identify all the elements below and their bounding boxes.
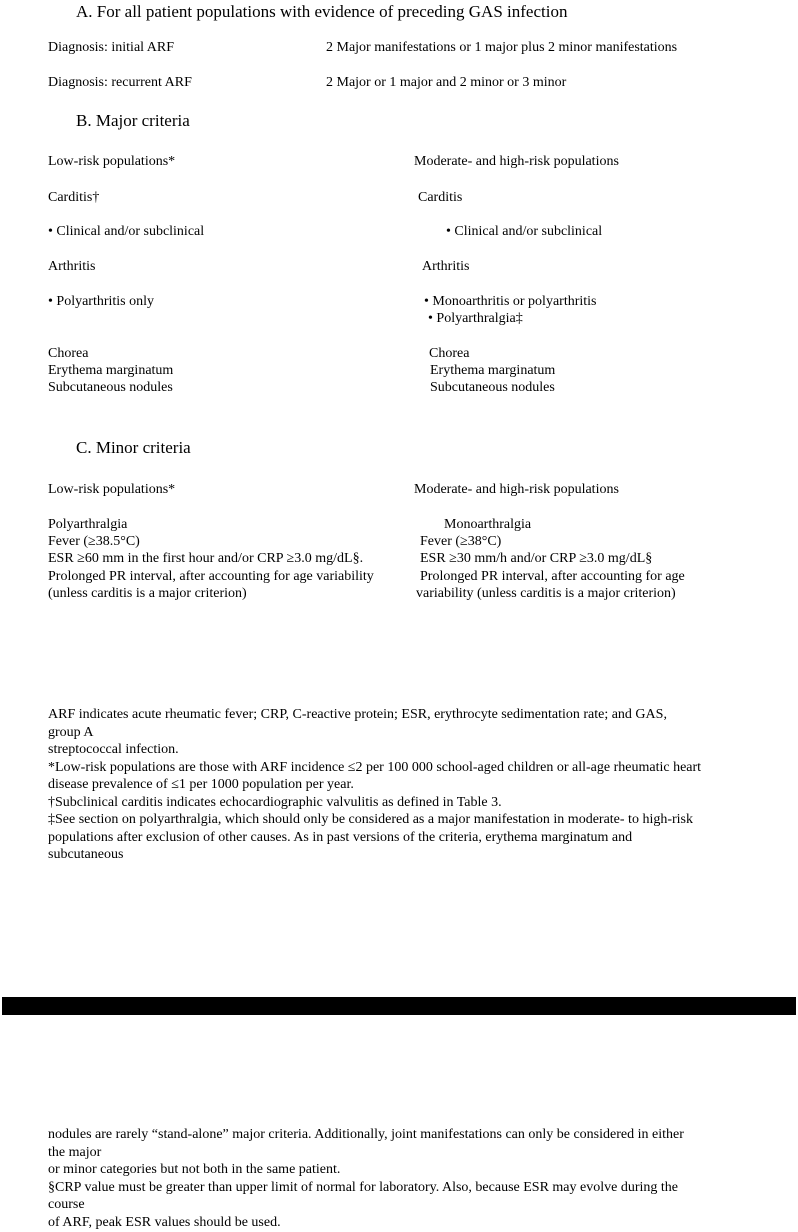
minor-low-line-5: (unless carditis is a major criterion) bbox=[48, 586, 247, 601]
initial-arf-value: 2 Major manifestations or 1 major plus 2 minor manifestations bbox=[326, 40, 678, 55]
footnote-line: §CRP value must be greater than upper limit of normal for laboratory. Also, because ESR may evolve during the bbox=[48, 1179, 678, 1195]
major-high-chorea: Chorea bbox=[429, 346, 470, 361]
minor-low-risk-header: Low-risk populations* bbox=[48, 482, 176, 497]
footnote-line: nodules are rarely “stand-alone” major criteria. Additionally, joint manifestations can only be considered in either bbox=[48, 1127, 684, 1142]
footnote-line: populations after exclusion of other causes. As in past versions of the criteria, erythema marginatum and bbox=[48, 829, 633, 845]
minor-high-line-1: Monoarthralgia bbox=[444, 517, 532, 532]
major-low-erythema: Erythema marginatum bbox=[48, 363, 174, 378]
footnote-line: the major bbox=[48, 1144, 102, 1160]
footnote-line: ARF indicates acute rheumatic fever; CRP, C-reactive protein; ESR, erythrocyte sedimentation rate; and GAS, bbox=[48, 707, 667, 722]
footnote-line: or minor categories but not both in the same patient. bbox=[48, 1162, 341, 1177]
minor-high-line-4: Prolonged PR interval, after accounting for age bbox=[420, 569, 685, 584]
minor-low-line-3: ESR ≥60 mm in the first hour and/or CRP ≥3.0 mg/dL§. bbox=[48, 551, 364, 566]
footnote-line: group A bbox=[48, 724, 94, 740]
major-high-nodules: Subcutaneous nodules bbox=[430, 380, 555, 395]
major-low-arthritis: Arthritis bbox=[48, 259, 96, 274]
page-break-bar bbox=[2, 997, 796, 1015]
major-high-arthritis: Arthritis bbox=[422, 259, 470, 274]
minor-high-risk-header: Moderate- and high-risk populations bbox=[414, 482, 619, 497]
minor-high-line-3: ESR ≥30 mm/h and/or CRP ≥3.0 mg/dL§ bbox=[420, 551, 653, 566]
recurrent-arf-label: Diagnosis: recurrent ARF bbox=[48, 75, 192, 90]
footnote-line: streptococcal infection. bbox=[48, 742, 179, 757]
major-low-nodules: Subcutaneous nodules bbox=[48, 380, 173, 395]
major-high-carditis-item: • Clinical and/or subclinical bbox=[446, 224, 603, 239]
major-low-carditis-item: • Clinical and/or subclinical bbox=[48, 224, 205, 239]
major-high-risk-header: Moderate- and high-risk populations bbox=[414, 154, 619, 169]
recurrent-arf-value: 2 Major or 1 major and 2 minor or 3 minor bbox=[326, 75, 567, 90]
minor-high-line-2: Fever (≥38°C) bbox=[420, 534, 502, 549]
major-high-carditis: Carditis bbox=[418, 190, 463, 205]
footnote-line: course bbox=[48, 1197, 85, 1212]
major-low-carditis: Carditis† bbox=[48, 190, 100, 205]
footnotes-top bbox=[48, 706, 760, 864]
footnote-line: subcutaneous bbox=[48, 847, 124, 862]
minor-high-line-5: variability (unless carditis is a major criterion) bbox=[416, 586, 676, 601]
major-low-chorea: Chorea bbox=[48, 346, 89, 361]
minor-low-line-1: Polyarthralgia bbox=[48, 517, 128, 532]
footnote-line: of ARF, peak ESR values should be used. bbox=[48, 1214, 281, 1230]
initial-arf-label: Diagnosis: initial ARF bbox=[48, 40, 175, 55]
major-high-arthritis-item-2: • Polyarthralgia‡ bbox=[428, 311, 523, 326]
major-low-arthritis-item: • Polyarthritis only bbox=[48, 294, 155, 309]
section-a-heading: A. For all patient populations with evidence of preceding GAS infection bbox=[76, 2, 568, 21]
footnote-line: †Subclinical carditis indicates echocardiographic valvulitis as defined in Table 3. bbox=[48, 794, 502, 810]
footnote-line: *Low-risk populations are those with ARF incidence ≤2 per 100 000 school-aged children or all-age rheumatic heart bbox=[48, 759, 702, 775]
minor-low-line-4: Prolonged PR interval, after accounting for age variability bbox=[48, 569, 374, 584]
footnote-line: ‡See section on polyarthralgia, which should only be considered as a major manifestation in moderate- to high-risk bbox=[48, 812, 693, 827]
footnotes-bottom bbox=[48, 1126, 760, 1231]
minor-low-line-2: Fever (≥38.5°C) bbox=[48, 534, 140, 549]
footnote-line: disease prevalence of ≤1 per 1000 population per year. bbox=[48, 777, 354, 792]
section-c-heading: C. Minor criteria bbox=[76, 438, 191, 457]
major-low-risk-header: Low-risk populations* bbox=[48, 154, 176, 169]
section-b-heading: B. Major criteria bbox=[76, 111, 190, 130]
major-high-erythema: Erythema marginatum bbox=[430, 363, 556, 378]
major-high-arthritis-item-1: • Monoarthritis or polyarthritis bbox=[424, 294, 597, 309]
